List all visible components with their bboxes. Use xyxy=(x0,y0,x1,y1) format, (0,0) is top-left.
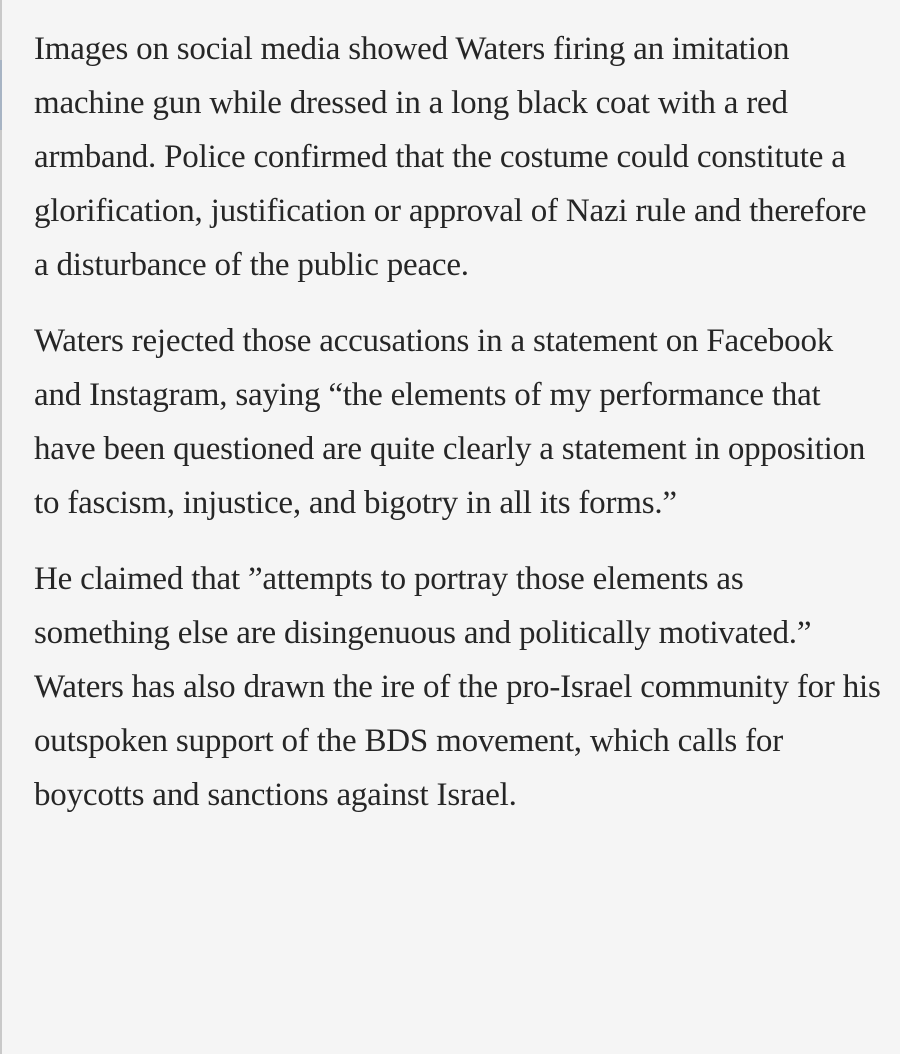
article-paragraph-2: Waters rejected those accusations in a statement on Facebook and Instagram, saying “the elements of my performance that have been questioned are quite clearly a statement in opposition to fascism, injustice, and bigotry in all its forms.” xyxy=(34,323,866,521)
article-paragraph-3: He claimed that ”attempts to portray those elements as something else are disingenuous and politically motivated.” Waters has also drawn the ire of the pro-Israel community for his outspoken support of the BDS movement, which calls for boycotts and sanctions against Israel. xyxy=(34,561,881,813)
left-border-line xyxy=(0,0,2,1054)
article-paragraph-1: Images on social media showed Waters firing an imitation machine gun while dressed in a long black coat with a red armband. Police confirmed that the costume could constitute a glorification, justification or approval of Nazi rule and therefore a disturbance of the public peace. xyxy=(34,31,867,283)
article-body xyxy=(34,22,884,844)
left-border-accent xyxy=(0,60,2,130)
